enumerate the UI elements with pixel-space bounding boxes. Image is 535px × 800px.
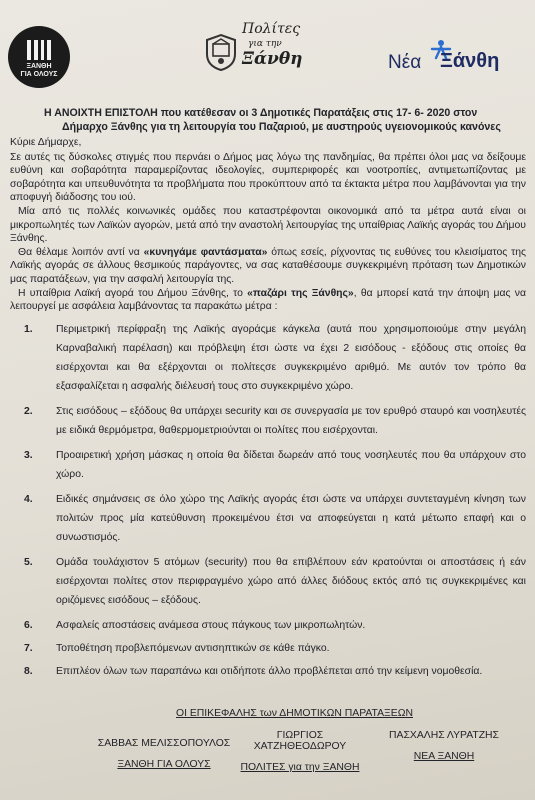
xanthi-gia-olous-logo — [8, 26, 70, 88]
item-number: 2. — [24, 405, 33, 417]
signatory-party: ΞΑΝΘΗ ΓΙΑ ΟΛΟΥΣ — [117, 759, 211, 770]
logo-left-line1: ΞΑΝΘΗ — [26, 63, 52, 70]
list-item — [10, 446, 526, 484]
item-number: 4. — [24, 493, 33, 505]
polites-wordmark — [242, 22, 312, 67]
signatures-heading: ΟΙ ΕΠΙΚΕΦΑΛΗΣ των ΔΗΜΟΤΙΚΩΝ ΠΑΡΑΤΑΞΕΩΝ — [176, 708, 414, 719]
item-number: 8. — [24, 665, 33, 677]
p3-after: όπως εσείς, ρίχνοντας τις ευθύνες του κλεισίματος της Λαϊκής αγοράς σε άλλους θεσμικούς παράγοντες, να σας καταθέσουμε συγκεκριμένη πρόταση των Δημοτικών μας παρατάξεων, για την ασφαλή λειτουργία της. — [10, 246, 526, 285]
list-item — [10, 662, 526, 681]
crest-icon — [204, 32, 238, 72]
item-number: 7. — [24, 642, 33, 654]
signature-3 — [364, 730, 524, 762]
logo-right-word1: Νέα — [388, 52, 422, 73]
paragraph-2: Μία από τις πολλές κοινωνικές ομάδες που καταστρέφονται οικονομικά από τα μέτρα αυτά είναι οι μικροπωλητές των Λαϊκών αγορών, μετά από την αναστολή λειτουργίας της υπαίθριας Λαϊκής αγοράς του Δήμου Ξάνθης. — [10, 205, 526, 245]
paragraph-1: Σε αυτές τις δύσκολες στιγμές που περνάει ο Δήμος μας λόγω της πανδημίας, θα πρέπει όλοι μας να δείξουμε ευθύνη και σοβαρότητα παραμερίζοντας ιδεολογίες, συμπεριφορές και νοοτροπίες, αντιμετωπίζοντας με σοβαρότητα και υπευθυνότητα τα προβλήματα που προκύπτουν από τα έκτακτα μέτρα που λαμβάνονται για την αποφυγή διάδοσης του ιού. — [10, 151, 526, 204]
title-line2: Δήμαρχο Ξάνθης για τη λειτουργία του Παζαριού, με αυστηρούς υγειονομικούς κανόνες — [62, 121, 501, 133]
p3-emphasis: «κυνηγάμε φαντάσματα» — [143, 246, 268, 258]
measures-list — [10, 320, 526, 681]
p3-before: Θα θέλαμε λοιπόν αντί να — [18, 246, 144, 258]
p4-after: , θα μπορεί κατά την άποψη μας να λειτουργεί με ασφάλεια λαμβάνοντας τα παρακάτω μέτρα : — [10, 287, 526, 313]
list-item — [10, 639, 526, 658]
item-number: 1. — [24, 323, 33, 335]
title-line1: Η ΑΝΟΙΧΤΗ ΕΠΙΣΤΟΛΗ που κατέθεσαν οι 3 Δημοτικές Παρατάξεις στις 17- 6- 2020 στον — [44, 107, 478, 119]
logo-center-line2: για την — [248, 39, 282, 49]
polites-gia-tin-xanthi-logo — [200, 22, 310, 92]
item-text: Ασφαλείς αποστάσεις ανάμεσα στους πάγκους των μικροπωλητών. — [56, 619, 366, 631]
logo-right-word2: Ξάνθη — [440, 50, 500, 72]
item-number: 5. — [24, 556, 33, 568]
item-text: Επιπλέον όλων των παραπάνω και οτιδήποτε άλλο προβλέπεται από την κείμενη νομοθεσία. — [56, 665, 483, 677]
paragraph-3 — [10, 246, 526, 287]
logo-left-line2: ΓΙΑ ΟΛΟΥΣ — [20, 71, 58, 78]
item-text: Στις εισόδους – εξόδους θα υπάρχει security και σε συνεργασία με τον ερυθρό σταυρό και νοσηλευτές με ειδικά θερμόμετρα, θαθερμομετριούνται οι πολίτες που εισέρχονται. — [56, 405, 526, 436]
signatory-name: ΓΙΩΡΓΙΟΣ ΧΑΤΖΗΘΕΟΔΩΡΟΥ — [253, 730, 347, 752]
p4-emphasis: «παζάρι της Ξάνθης» — [247, 287, 354, 299]
list-item — [10, 402, 526, 440]
nea-xanthi-logo — [388, 38, 528, 78]
signatory-name: ΣΑΒΒΑΣ ΜΕΛΙΣΣΟΠΟΥΛΟΣ — [97, 738, 231, 749]
signatory-party: ΠΟΛΙΤΕΣ για την ΞΑΝΘΗ — [240, 762, 360, 773]
bars-icon — [27, 40, 51, 60]
letter-title — [10, 106, 525, 134]
signature-2 — [230, 730, 370, 773]
header-logos — [0, 20, 535, 100]
list-item — [10, 320, 526, 396]
paragraph-4 — [10, 287, 526, 314]
item-text: Ομάδα τουλάχιστον 5 ατόμων (security) που θα επιβλέπουν εάν κρατούνται οι αποστάσεις ή εάν εισέρχονται πολίτες στον περιφραγμένο χώρο από άλλες διόδους εκτός από τις συγκεκριμένες και οριζόμενες εισόδους – εξόδους. — [56, 556, 526, 606]
list-item — [10, 553, 526, 610]
signatory-name: ΠΑΣΧΑΛΗΣ ΛΥΡΑΤΖΗΣ — [389, 730, 499, 741]
logo-center-line3: Ξάνθη — [242, 49, 303, 69]
signatures-block — [0, 708, 535, 773]
item-text: Προαιρετική χρήση μάσκας η οποία θα δίδεται δωρεάν από τους νοσηλευτές που θα υπάρχουν στο χώρο. — [56, 449, 526, 480]
signatory-party: ΝΕΑ ΞΑΝΘΗ — [413, 751, 475, 762]
item-number: 6. — [24, 619, 33, 631]
item-text: Περιμετρική περίφραξη της Λαϊκής αγοράςμε κάγκελα (αυτά που χρησιμοποιούμε στην μεγάλη Καρναβαλική παρέλαση) και πρόβλεψη έτσι ώστε να έχει 2 εισόδους - εξόδους στις οποίες θα εισέρχονται και θα εξέρχονται οι πολίτεςσε συγκεκριμένο αριθμό. Με αυτόν τον τρόπο θα εξασφαλίζεται η ασφαλής διέλευσή τους στο συγκεκριμένο χώρο. — [56, 323, 526, 392]
p4-before: Η υπαίθρια Λαϊκή αγορά του Δήμου Ξάνθης, το — [18, 287, 248, 299]
item-text: Τοποθέτηση προβλεπόμενων αντισηπτικών σε κάθε πάγκο. — [56, 642, 330, 654]
logo-center-line1: Πολίτες — [242, 21, 301, 37]
letter-body — [10, 136, 526, 685]
list-item — [10, 490, 526, 547]
item-text: Ειδικές σημάνσεις σε όλο χώρο της Λαϊκής αγοράς έτσι ώστε να υπάρχει συντεταγμένη κίνηση των πολιτών προς μία κατεύθυνση προκειμένου έτσι να αποφεύγεται η κατά μέτωπο επαφή και ο συνωστισμός. — [56, 493, 526, 543]
list-item — [10, 616, 526, 635]
signature-1 — [84, 738, 244, 770]
salutation: Κύριε Δήμαρχε, — [10, 137, 82, 148]
item-number: 3. — [24, 449, 33, 461]
